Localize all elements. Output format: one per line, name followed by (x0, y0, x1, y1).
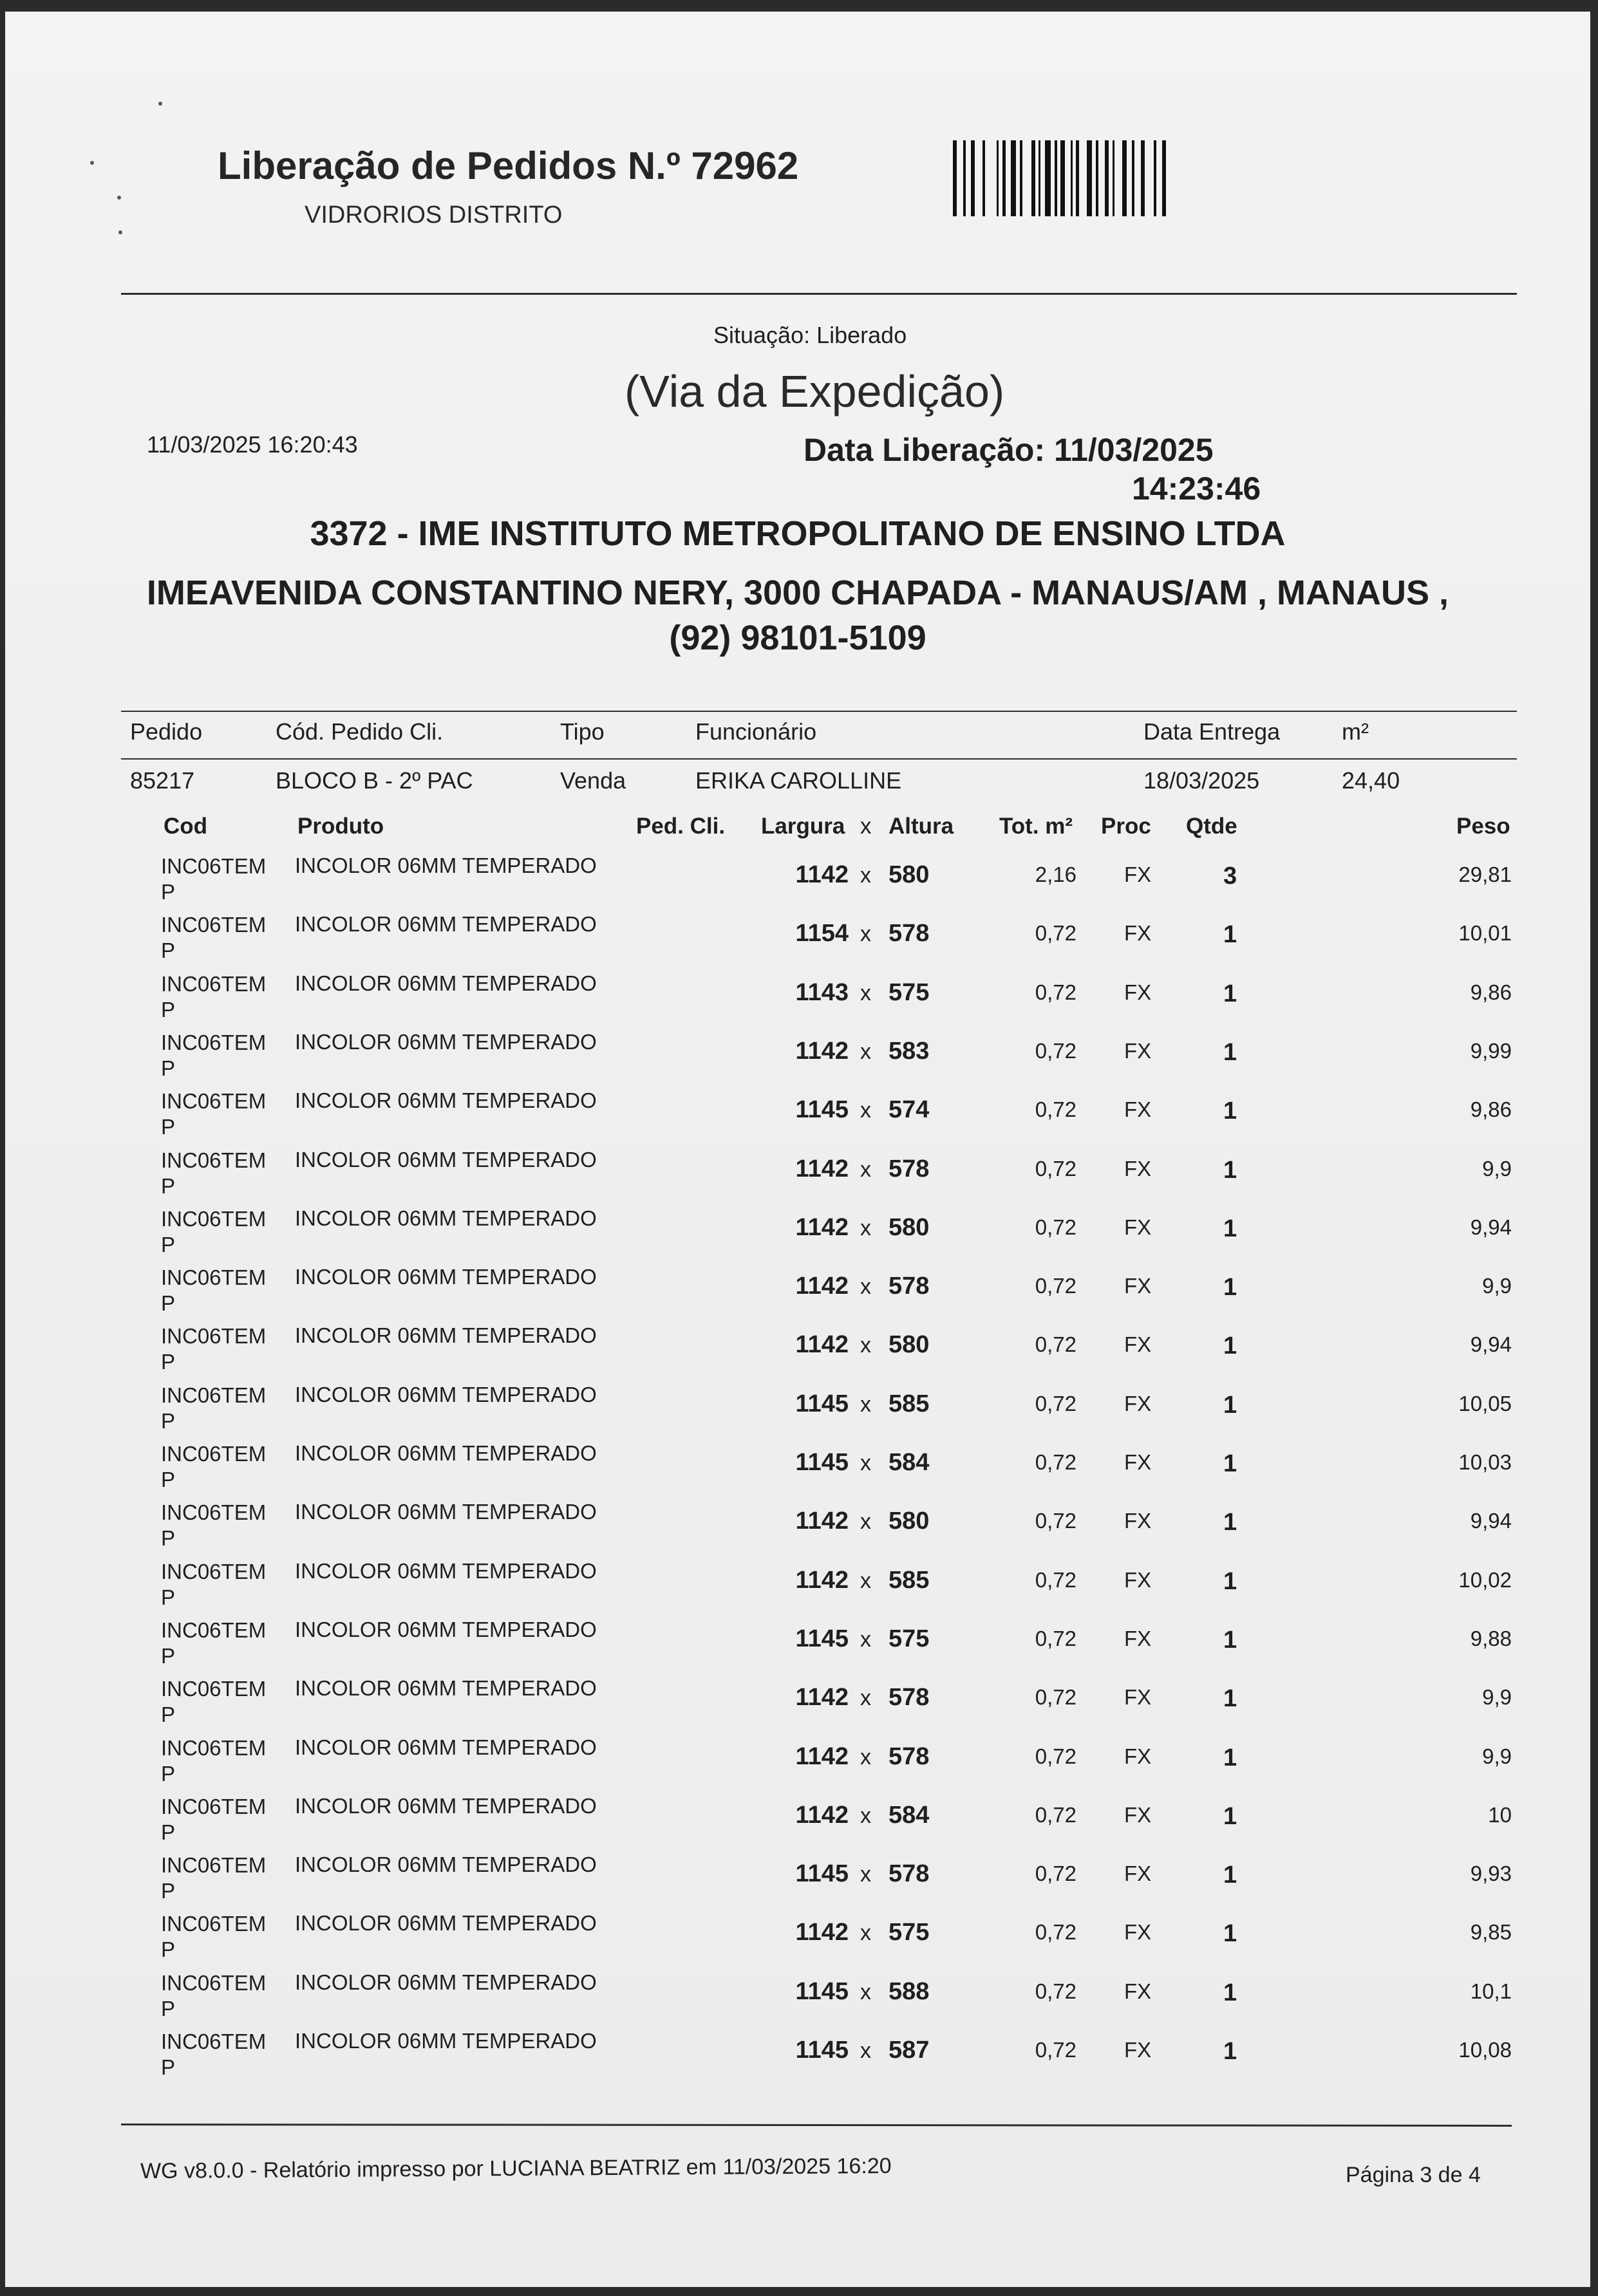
item-cod: INC06TEMP (161, 1324, 267, 1374)
item-largura: 1142 (795, 1155, 849, 1182)
item-qtde: 1 (1223, 1039, 1237, 1066)
item-cod: INC06TEMP (161, 1442, 267, 1491)
item-proc: FX (1124, 1332, 1152, 1356)
item-largura: 1142 (795, 1684, 849, 1711)
item-altura: 588 (888, 1978, 930, 2005)
col-funcionario: Funcionário (695, 718, 817, 745)
item-cod: INC06TEMP (161, 1853, 267, 1903)
item-qtde: 1 (1223, 1568, 1237, 1595)
item-cod: INC06TEMP (161, 972, 267, 1022)
table-row (5, 1559, 1590, 1618)
release-date: Data Liberação: 11/03/2025 (804, 432, 1214, 468)
punch-mark (158, 102, 162, 106)
table-row (5, 1618, 1590, 1676)
col-x: x (860, 814, 872, 839)
item-altura: 584 (888, 1449, 930, 1476)
client-address: IMEAVENIDA CONSTANTINO NERY, 3000 CHAPADA - MANAUS/AM , MANAUS , (146, 574, 1449, 612)
item-tot-m2: 0,72 (1035, 1744, 1076, 1768)
item-produto: INCOLOR 06MM TEMPERADO (295, 1911, 597, 1935)
item-x: x (860, 1274, 871, 1299)
printed-timestamp: 11/03/2025 16:20:43 (147, 431, 358, 458)
document-title: Liberação de Pedidos N.º 72962 (218, 144, 799, 187)
item-x: x (860, 1509, 871, 1534)
item-x: x (860, 1451, 871, 1475)
item-cod: INC06TEMP (161, 913, 267, 962)
item-x: x (860, 922, 871, 946)
item-peso: 9,85 (1470, 1920, 1512, 1944)
item-x: x (860, 1745, 871, 1769)
item-altura: 583 (888, 1038, 930, 1065)
item-cod: INC06TEMP (161, 1677, 267, 1726)
item-qtde: 1 (1223, 1450, 1237, 1477)
item-cod: INC06TEMP (161, 1207, 267, 1256)
item-proc: FX (1124, 1157, 1152, 1181)
barcode (953, 140, 1198, 216)
item-x: x (860, 1040, 871, 1064)
item-cod: INC06TEMP (161, 1089, 267, 1139)
item-tot-m2: 0,72 (1035, 1685, 1076, 1709)
col-peso: Peso (1456, 814, 1510, 839)
item-produto: INCOLOR 06MM TEMPERADO (295, 1500, 597, 1524)
item-largura: 1142 (795, 1919, 849, 1946)
col-qtde: Qtde (1186, 814, 1237, 839)
client-name: 3372 - IME INSTITUTO METROPOLITANO DE ENSINO LTDA (310, 514, 1286, 553)
order-data-entrega: 18/03/2025 (1143, 767, 1260, 794)
item-peso: 10 (1488, 1803, 1512, 1827)
item-cod: INC06TEMP (161, 1031, 267, 1080)
item-produto: INCOLOR 06MM TEMPERADO (295, 971, 597, 995)
item-altura: 578 (888, 1684, 930, 1711)
item-tot-m2: 0,72 (1035, 980, 1076, 1004)
item-produto: INCOLOR 06MM TEMPERADO (295, 1618, 597, 1641)
item-altura: 580 (888, 1331, 930, 1358)
item-qtde: 1 (1223, 980, 1237, 1007)
status-text: Situação: Liberado (713, 322, 907, 348)
item-tot-m2: 0,72 (1035, 1568, 1076, 1592)
copy-type: (Via da Expedição) (625, 366, 1005, 416)
company-name: VIDRORIOS DISTRITO (305, 201, 563, 229)
item-proc: FX (1124, 1803, 1152, 1827)
item-cod: INC06TEMP (161, 1912, 267, 1961)
item-x: x (860, 1627, 871, 1652)
item-proc: FX (1124, 1627, 1152, 1650)
item-x: x (860, 1392, 871, 1417)
item-qtde: 1 (1223, 1862, 1237, 1889)
item-x: x (860, 1333, 871, 1358)
item-qtde: 3 (1223, 863, 1237, 890)
item-qtde: 1 (1223, 1215, 1237, 1242)
item-x: x (860, 1804, 871, 1828)
order-pedido: 85217 (130, 767, 195, 794)
item-proc: FX (1124, 1685, 1152, 1709)
item-largura: 1145 (795, 1390, 849, 1417)
item-x: x (860, 2039, 871, 2063)
item-altura: 584 (888, 1802, 930, 1829)
item-cod: INC06TEMP (161, 1560, 267, 1609)
footer-divider (121, 2123, 1512, 2127)
item-largura: 1145 (795, 1625, 849, 1652)
item-tot-m2: 0,72 (1035, 1920, 1076, 1944)
item-tot-m2: 0,72 (1035, 1157, 1076, 1181)
item-altura: 580 (888, 1214, 930, 1241)
item-proc: FX (1124, 1744, 1152, 1768)
item-qtde: 1 (1223, 1803, 1237, 1830)
item-largura: 1142 (795, 1331, 849, 1358)
item-largura: 1145 (795, 1449, 849, 1476)
item-altura: 585 (888, 1567, 930, 1594)
item-largura: 1145 (795, 1978, 849, 2005)
item-produto: INCOLOR 06MM TEMPERADO (295, 1559, 597, 1583)
item-produto: INCOLOR 06MM TEMPERADO (295, 1148, 597, 1171)
item-qtde: 1 (1223, 1744, 1237, 1771)
header-divider (121, 293, 1517, 295)
col-cod-pedido-cli: Cód. Pedido Cli. (276, 718, 444, 745)
order-m2: 24,40 (1342, 767, 1400, 794)
item-qtde: 1 (1223, 1627, 1237, 1654)
item-proc: FX (1124, 1039, 1152, 1063)
item-produto: INCOLOR 06MM TEMPERADO (295, 1030, 597, 1054)
col-m2: m² (1342, 718, 1369, 745)
item-x: x (860, 1098, 871, 1123)
item-produto: INCOLOR 06MM TEMPERADO (295, 1735, 597, 1759)
item-peso: 9,9 (1482, 1157, 1512, 1181)
item-proc: FX (1124, 863, 1152, 886)
item-x: x (860, 1862, 871, 1887)
item-proc: FX (1124, 980, 1152, 1004)
item-tot-m2: 0,72 (1035, 1097, 1076, 1121)
item-qtde: 1 (1223, 1920, 1237, 1947)
table-row (5, 912, 1590, 971)
item-peso: 9,93 (1470, 1862, 1512, 1885)
item-x: x (860, 1569, 871, 1593)
item-altura: 580 (888, 861, 930, 888)
item-cod: INC06TEMP (161, 1618, 267, 1668)
item-cod: INC06TEMP (161, 1148, 267, 1198)
item-altura: 587 (888, 2037, 930, 2064)
item-peso: 9,86 (1470, 980, 1512, 1004)
item-tot-m2: 0,72 (1035, 1627, 1076, 1650)
table-row (5, 2029, 1590, 2087)
item-qtde: 1 (1223, 1332, 1237, 1359)
item-qtde: 1 (1223, 1509, 1237, 1536)
item-qtde: 1 (1223, 1097, 1237, 1125)
item-x: x (860, 1216, 871, 1240)
item-proc: FX (1124, 921, 1152, 945)
item-cod: INC06TEMP (161, 1265, 267, 1315)
item-produto: INCOLOR 06MM TEMPERADO (295, 1323, 597, 1347)
punch-mark (117, 196, 121, 200)
document-page (5, 12, 1590, 2287)
release-time: 14:23:46 (1132, 471, 1261, 507)
item-produto: INCOLOR 06MM TEMPERADO (295, 1206, 597, 1230)
item-altura: 574 (888, 1096, 930, 1123)
item-peso: 9,88 (1470, 1627, 1512, 1650)
item-largura: 1142 (795, 861, 849, 888)
item-x: x (860, 981, 871, 1005)
col-tipo: Tipo (560, 718, 605, 745)
item-tot-m2: 2,16 (1035, 863, 1076, 886)
item-produto: INCOLOR 06MM TEMPERADO (295, 1676, 597, 1700)
item-tot-m2: 0,72 (1035, 1979, 1076, 2003)
item-tot-m2: 0,72 (1035, 1039, 1076, 1063)
item-cod: INC06TEMP (161, 1500, 267, 1550)
item-proc: FX (1124, 1862, 1152, 1885)
item-peso: 29,81 (1458, 863, 1512, 886)
table-row (5, 1323, 1590, 1382)
item-cod: INC06TEMP (161, 1795, 267, 1844)
col-data-entrega: Data Entrega (1143, 718, 1281, 745)
col-produto: Produto (297, 814, 384, 839)
col-tot-m2: Tot. m² (999, 814, 1073, 839)
item-proc: FX (1124, 1568, 1152, 1592)
table-row (5, 1735, 1590, 1794)
item-peso: 9,9 (1482, 1274, 1512, 1298)
item-produto: INCOLOR 06MM TEMPERADO (295, 1383, 597, 1406)
item-proc: FX (1124, 1450, 1152, 1474)
item-proc: FX (1124, 2038, 1152, 2062)
item-produto: INCOLOR 06MM TEMPERADO (295, 1265, 597, 1289)
item-qtde: 1 (1223, 1685, 1237, 1712)
item-qtde: 1 (1223, 2038, 1237, 2065)
item-proc: FX (1124, 1274, 1152, 1298)
item-produto: INCOLOR 06MM TEMPERADO (295, 1441, 597, 1465)
table-row (5, 1676, 1590, 1735)
item-qtde: 1 (1223, 1392, 1237, 1419)
table-row (5, 1441, 1590, 1500)
table-row (5, 1088, 1590, 1147)
table-row (5, 971, 1590, 1030)
item-peso: 10,05 (1458, 1392, 1512, 1415)
item-proc: FX (1124, 1392, 1152, 1415)
table-row (5, 1970, 1590, 2029)
item-cod: INC06TEMP (161, 1383, 267, 1433)
item-tot-m2: 0,72 (1035, 1803, 1076, 1827)
item-altura: 578 (888, 1155, 930, 1182)
col-ped-cli: Ped. Cli. (636, 814, 726, 839)
item-peso: 9,94 (1470, 1509, 1512, 1533)
item-largura: 1142 (795, 1743, 849, 1770)
item-qtde: 1 (1223, 921, 1237, 948)
item-altura: 578 (888, 1273, 930, 1300)
table-row (5, 1911, 1590, 1970)
order-table-top-rule (121, 711, 1517, 712)
item-altura: 578 (888, 1743, 930, 1770)
punch-mark (90, 161, 94, 165)
item-peso: 10,02 (1458, 1568, 1512, 1592)
item-x: x (860, 1980, 871, 2004)
item-altura: 585 (888, 1390, 930, 1417)
item-qtde: 1 (1223, 1979, 1237, 2006)
col-largura: Largura (761, 814, 845, 839)
item-largura: 1154 (795, 920, 849, 947)
item-peso: 9,94 (1470, 1215, 1512, 1239)
item-tot-m2: 0,72 (1035, 1509, 1076, 1533)
item-cod: INC06TEMP (161, 2030, 267, 2079)
item-qtde: 1 (1223, 1274, 1237, 1301)
table-row (5, 1030, 1590, 1088)
table-row (5, 1148, 1590, 1206)
table-row (5, 1265, 1590, 1323)
punch-mark (118, 230, 122, 234)
item-peso: 10,08 (1458, 2038, 1512, 2062)
item-produto: INCOLOR 06MM TEMPERADO (295, 1088, 597, 1112)
order-table-header-rule (121, 758, 1517, 760)
item-peso: 9,9 (1482, 1744, 1512, 1768)
item-largura: 1142 (795, 1038, 849, 1065)
item-tot-m2: 0,72 (1035, 1215, 1076, 1239)
item-x: x (860, 1686, 871, 1710)
item-largura: 1142 (795, 1567, 849, 1594)
table-row (5, 1383, 1590, 1441)
col-cod: Cod (164, 814, 208, 839)
item-peso: 9,94 (1470, 1332, 1512, 1356)
item-proc: FX (1124, 1920, 1152, 1944)
item-produto: INCOLOR 06MM TEMPERADO (295, 854, 597, 877)
item-produto: INCOLOR 06MM TEMPERADO (295, 1853, 597, 1876)
item-peso: 10,03 (1458, 1450, 1512, 1474)
item-produto: INCOLOR 06MM TEMPERADO (295, 912, 597, 936)
item-largura: 1145 (795, 1860, 849, 1887)
item-tot-m2: 0,72 (1035, 1392, 1076, 1415)
item-x: x (860, 863, 871, 888)
item-largura: 1142 (795, 1273, 849, 1300)
order-tipo: Venda (560, 767, 626, 794)
item-altura: 578 (888, 920, 930, 947)
table-row (5, 854, 1590, 912)
item-peso: 10,01 (1458, 921, 1512, 945)
table-row (5, 1794, 1590, 1853)
item-cod: INC06TEMP (161, 1971, 267, 2021)
item-cod: INC06TEMP (161, 854, 267, 904)
item-largura: 1142 (795, 1214, 849, 1241)
item-x: x (860, 1921, 871, 1945)
report-info: WG v8.0.0 - Relatório impresso por LUCIANA BEATRIZ em 11/03/2025 16:20 (140, 2153, 892, 2184)
item-proc: FX (1124, 1509, 1152, 1533)
item-tot-m2: 0,72 (1035, 1450, 1076, 1474)
order-cod-pedido-cli: BLOCO B - 2º PAC (276, 767, 473, 794)
item-largura: 1145 (795, 2037, 849, 2064)
item-tot-m2: 0,72 (1035, 1332, 1076, 1356)
item-tot-m2: 0,72 (1035, 1274, 1076, 1298)
col-pedido: Pedido (130, 718, 203, 745)
item-peso: 9,99 (1470, 1039, 1512, 1063)
item-altura: 578 (888, 1860, 930, 1887)
table-row (5, 1853, 1590, 1911)
item-altura: 575 (888, 1625, 930, 1652)
order-funcionario: ERIKA CAROLLINE (695, 767, 902, 794)
client-phone: (92) 98101-5109 (669, 619, 926, 657)
item-produto: INCOLOR 06MM TEMPERADO (295, 1970, 597, 1994)
table-row (5, 1206, 1590, 1265)
item-tot-m2: 0,72 (1035, 1862, 1076, 1885)
item-proc: FX (1124, 1979, 1152, 2003)
col-proc: Proc (1101, 814, 1151, 839)
item-peso: 9,86 (1470, 1097, 1512, 1121)
item-largura: 1142 (795, 1802, 849, 1829)
item-qtde: 1 (1223, 1157, 1237, 1184)
item-produto: INCOLOR 06MM TEMPERADO (295, 2029, 597, 2053)
item-x: x (860, 1157, 871, 1182)
page-number: Página 3 de 4 (1346, 2163, 1481, 2187)
item-proc: FX (1124, 1097, 1152, 1121)
item-cod: INC06TEMP (161, 1736, 267, 1786)
item-peso: 10,1 (1470, 1979, 1512, 2003)
item-tot-m2: 0,72 (1035, 2038, 1076, 2062)
item-altura: 580 (888, 1507, 930, 1535)
table-row (5, 1500, 1590, 1558)
item-altura: 575 (888, 979, 930, 1006)
col-altura: Altura (888, 814, 954, 839)
item-altura: 575 (888, 1919, 930, 1946)
item-largura: 1145 (795, 1096, 849, 1123)
item-largura: 1143 (795, 979, 849, 1006)
item-peso: 9,9 (1482, 1685, 1512, 1709)
item-produto: INCOLOR 06MM TEMPERADO (295, 1794, 597, 1818)
item-tot-m2: 0,72 (1035, 921, 1076, 945)
item-proc: FX (1124, 1215, 1152, 1239)
item-largura: 1142 (795, 1507, 849, 1535)
